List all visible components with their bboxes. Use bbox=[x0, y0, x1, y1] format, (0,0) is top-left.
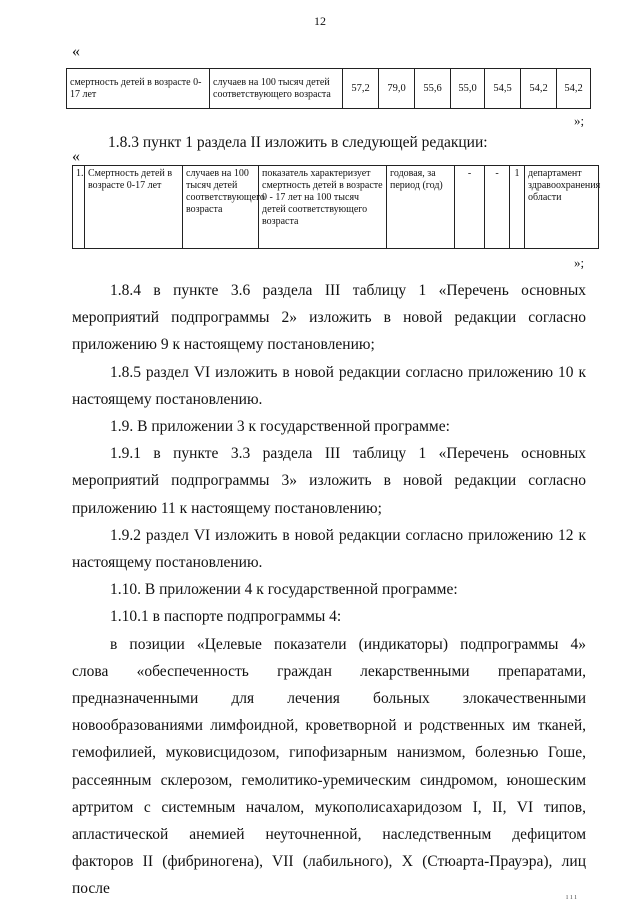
table2-col6: - bbox=[455, 166, 485, 249]
table1-value: 55,6 bbox=[415, 69, 451, 109]
page-number: 12 bbox=[314, 14, 326, 28]
indicator-table-2 bbox=[72, 165, 599, 249]
paragraph-1-9-1: 1.9.1 в пункте 3.3 раздела III таблицу 1 «Перечень основных мероприятий подпрограммы 3» изложить в новой редакции согласно приложению 11 к настоящему постановлению; bbox=[72, 445, 586, 517]
open-quote-1: « bbox=[72, 43, 80, 60]
close-quote-1: »; bbox=[574, 113, 585, 128]
table1-indicator: смертность детей в возрасте 0-17 лет bbox=[67, 69, 210, 109]
table1-value: 55,0 bbox=[451, 69, 485, 109]
table2-unit: случаев на 100 тысяч детей соответствующего возраста bbox=[183, 166, 259, 249]
table1-unit: случаев на 100 тысяч детей соответствующего возраста bbox=[210, 69, 343, 109]
table2-responsible: департамент здравоохранения области bbox=[525, 166, 599, 249]
paragraph-1-10-1: 1.10.1 в паспорте подпрограммы 4: bbox=[110, 608, 342, 626]
close-quote-2: »; bbox=[574, 255, 585, 270]
paragraph-1-8-5: 1.8.5 раздел VI изложить в новой редакции согласно приложению 10 к настоящему постановлению. bbox=[72, 363, 586, 408]
table2-col8: 1 bbox=[510, 166, 525, 249]
paragraph-1-10: 1.10. В приложении 4 к государственной программе: bbox=[110, 581, 458, 599]
table1-value: 57,2 bbox=[343, 69, 379, 109]
table1-value: 54,2 bbox=[521, 69, 557, 109]
corner-mark: ııı bbox=[566, 892, 579, 901]
body-text bbox=[72, 277, 586, 903]
indicator-table-1 bbox=[66, 68, 591, 109]
table2-num: 1. bbox=[73, 166, 85, 249]
heading-1-8-3: 1.8.3 пункт 1 раздела II изложить в следующей редакции: bbox=[108, 134, 488, 151]
table1-value: 79,0 bbox=[379, 69, 415, 109]
paragraph-position-indicators: в позиции «Целевые показатели (индикаторы) подпрограммы 4» слова «обеспеченность граждан лекарственными препаратами, предназначенными для лечения больных злокачественными новообразованиями лимфоидной, кроветворной и родственных им тканей, гемофилией, муковисцидозом, гипофизарным нанизмом, болезнью Гоше, рассеянным склерозом, гемолитико-уремическим синдромом, юношеским артритом с системным началом, мукополисахаридозом I, II, VI типов, апластической анемией неуточненной, наследственным дефицитом факторов II (фибриногена), VII (лабильного), X (Стюарта-Прауэра), лиц после bbox=[72, 635, 586, 898]
open-quote-2: « bbox=[72, 148, 80, 165]
table2-description: показатель характеризует смертность детей в возрасте 0 - 17 лет на 100 тысяч детей соответствующего возраста bbox=[259, 166, 387, 249]
table1-value: 54,2 bbox=[557, 69, 591, 109]
paragraph-1-9: 1.9. В приложении 3 к государственной программе: bbox=[110, 418, 450, 436]
table2-period: годовая, за период (год) bbox=[387, 166, 455, 249]
paragraph-1-8-4: 1.8.4 в пункте 3.6 раздела III таблицу 1 «Перечень основных мероприятий подпрограммы 2» изложить в новой редакции согласно приложению 9 к настоящему постановлению; bbox=[72, 282, 586, 354]
table2-indicator: Смертность детей в возрасте 0-17 лет bbox=[85, 166, 183, 249]
table1-value: 54,5 bbox=[485, 69, 521, 109]
paragraph-1-9-2: 1.9.2 раздел VI изложить в новой редакции согласно приложению 12 к настоящему постановлению. bbox=[72, 526, 586, 572]
table2-col7: - bbox=[485, 166, 510, 249]
